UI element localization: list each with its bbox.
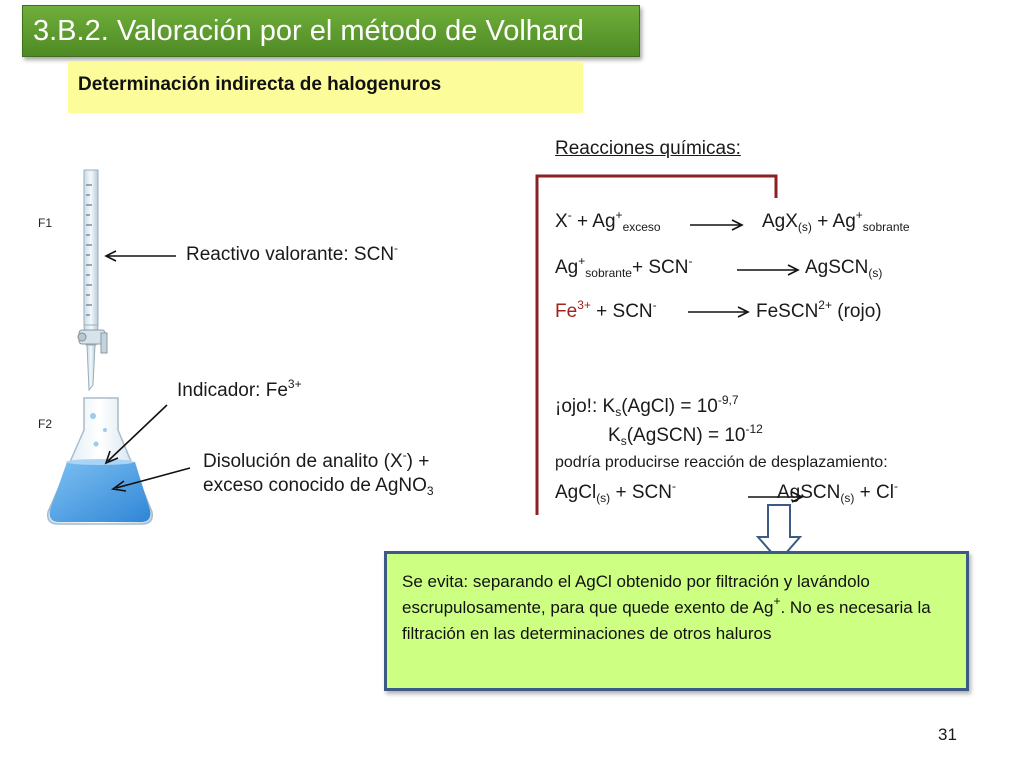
burette [78, 170, 107, 390]
reaction-1-products: $AgX_{(s)} + Ag^+_{sobrante}$ [762, 208, 910, 234]
note-box [384, 551, 969, 691]
warning-line-1: ¡ojo!: $K_s(AgCl) = 10^{-9,7}$ [555, 393, 739, 419]
warning-line-3: podría producirse reacción de desplazamiento: [555, 454, 888, 471]
reactivo-label: Reactivo valorante: SCN- [186, 241, 399, 265]
reaction-3: $Fe^{3+} + SCN^-$ [555, 298, 657, 322]
slide-title: 3.B.2. Valoración por el método de Volhard [33, 15, 584, 47]
reaction-1: $X^- + Ag^+_{exceso}$ [555, 208, 661, 234]
reactions-title: Reacciones químicas: [555, 138, 741, 159]
warning-line-2: $K_s(AgSCN) = 10^{-12}$ [608, 422, 763, 448]
f1-label: F1 [38, 216, 53, 230]
indicador-label: Indicador: $Fe^{3+}$ [177, 377, 302, 401]
page-number: 31 [938, 725, 957, 744]
note-text: Se evita: separando el AgCl obtenido por filtración y lavándolo escrupulosamente, para que quede exento de Ag+. No es necesaria la filtración en las determinaciones de otros haluros [402, 572, 931, 643]
disolucion-label: Disolución de analito (X-) + exceso conocido de AgNO$_3$ [203, 448, 434, 498]
reaction-3-products: FeSCN$^{2+}$ (rojo) [756, 298, 882, 322]
reaction-2: $Ag^+_{sobrante}+ SCN^-$ [555, 254, 693, 280]
f2-label: F2 [38, 417, 53, 431]
warning-line-4-products: AgSCN$_{(s)}$ + Cl- [777, 479, 898, 505]
warning-line-4: AgCl$_{(s)}$ + SCN- [555, 479, 676, 505]
reaction-2-products: AgSCN$_{(s)}$ [805, 257, 883, 280]
slide-subtitle: Determinación indirecta de halogenuros [78, 74, 442, 95]
erlenmeyer-flask [48, 398, 153, 524]
